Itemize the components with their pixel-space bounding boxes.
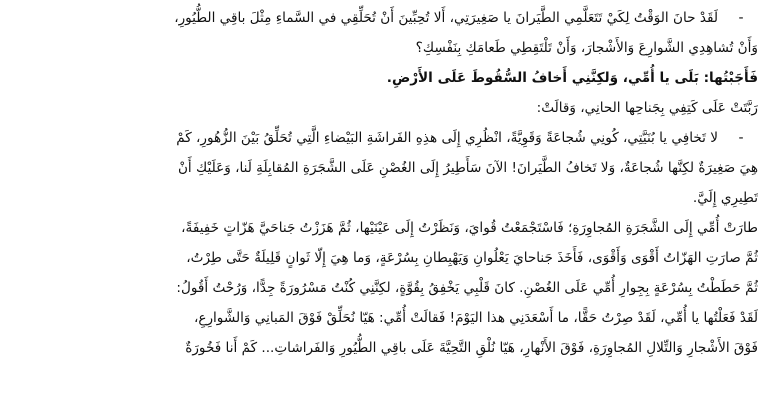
text-line-4: رَبَّتَتْ عَلَى كَتِفِي بِجَناحِها الحانِي، وَقالَتْ: [536,100,758,116]
text-line-11: لَقَدْ فَعَلْتُها يا أُمِّي، لَقَدْ صِرْتُ حَقًّا، ما أَسْعَدَنِي هذا اليَوْمَ! فَقالَتْ أُمِّي: هَيّا نُحَلِّقْ فَوْقَ المَبانِي وَالشَّوارِعِ، [193,310,758,326]
text-line-2: وَأَنْ تُشاهِدِي الشَّوارِعَ وَالأَشْجارَ، وَأَنْ تَلْتَقِطِي طَعامَكِ بِنَفْسِكِ؟ [415,40,758,56]
text-line-1: لَقَدْ حانَ الوَقْتُ لِكَيْ تَتَعَلَّمِي الطَّيَرانَ يا صَغِيرَتِي، أَلا تُحِبِّينَ أَنْ تُحَلِّقِي في السَّماءِ مِثْلَ باقِي الطُّيُورِ، [174,10,718,26]
text-line-6: هِيَ صَغِيرَةٌ لكِنَّها شُجاعَةٌ، وَلا تَخافُ الطَّيَرانَ! الآنَ سَأَطِيرُ إِلَى الغُصْنِ عَلَى الشَّجَرَةِ المُقابِلَةِ لَنا، وَعَلَيْكِ أَنْ [177,160,758,176]
text-line-8: طارَتْ أُمِّي إِلَى الشَّجَرَةِ المُجاوِرَةِ؛ فَاسْتَجْمَعْتُ قُوايَ، وَنَظَرْتُ إِلَى عَيْنَيْها، ثُمَّ هَزَزْتُ جَناحَيَّ هَزّاتٍ خَفِيفَةً، [181,220,758,236]
text-line-10: ثُمَّ حَطَطْتُ بِسُرْعَةٍ بِجِوارِ أُمِّي عَلَى الغُصْنِ. كانَ قَلْبِي يَخْفِقُ بِقُوَّةٍ، لكِنَّنِي كُنْتُ مَسْرُورَةً جِدًّا، وَرُحْتُ أَقُولُ: [176,280,758,296]
dialogue-dash: - [738,10,744,26]
dialogue-dash: - [738,130,744,146]
text-line-5: لا تَخافِي يا بُنَيَّتِي، كُونِي شُجاعَةً وَقَوِيَّةً، انْظُرِي إِلَى هذِهِ الفَراشَةِ البَيْضاءِ الَّتِي تُحَلِّقُ بَيْنَ الزُّهُورِ، كَمْ [176,130,718,146]
text-line-3: فَأَجَبْتُها: بَلَى يا أُمِّي، وَلكِنَّنِي أَخافُ السُّقُوطَ عَلَى الأَرْضِ. [386,70,758,86]
text-line-9: ثُمَّ صارَتِ الهَزّاتُ أَقْوَى وَأَقْوَى، فَأَخَذَ جَناحايَ يَعْلُوانِ وَيَهْبِطانِ بِسُرْعَةٍ، وَما هِيَ إِلّا ثَوانٍ قَلِيلَةٌ حَتَّى طِرْتُ، [186,250,758,266]
text-line-12: فَوْقَ الأَشْجارِ وَالتِّلالِ المُجاوِرَةِ، فَوْقَ الأَنْهارِ، هَيّا نُلْقِ التَّحِيَّةَ عَلَى باقِي الطُّيُورِ وَالفَراشاتِ... كَمْ أَنا فَخُورَةٌ [185,340,758,356]
text-line-7: تَطِيرِي إِلَيَّ. [692,190,758,206]
